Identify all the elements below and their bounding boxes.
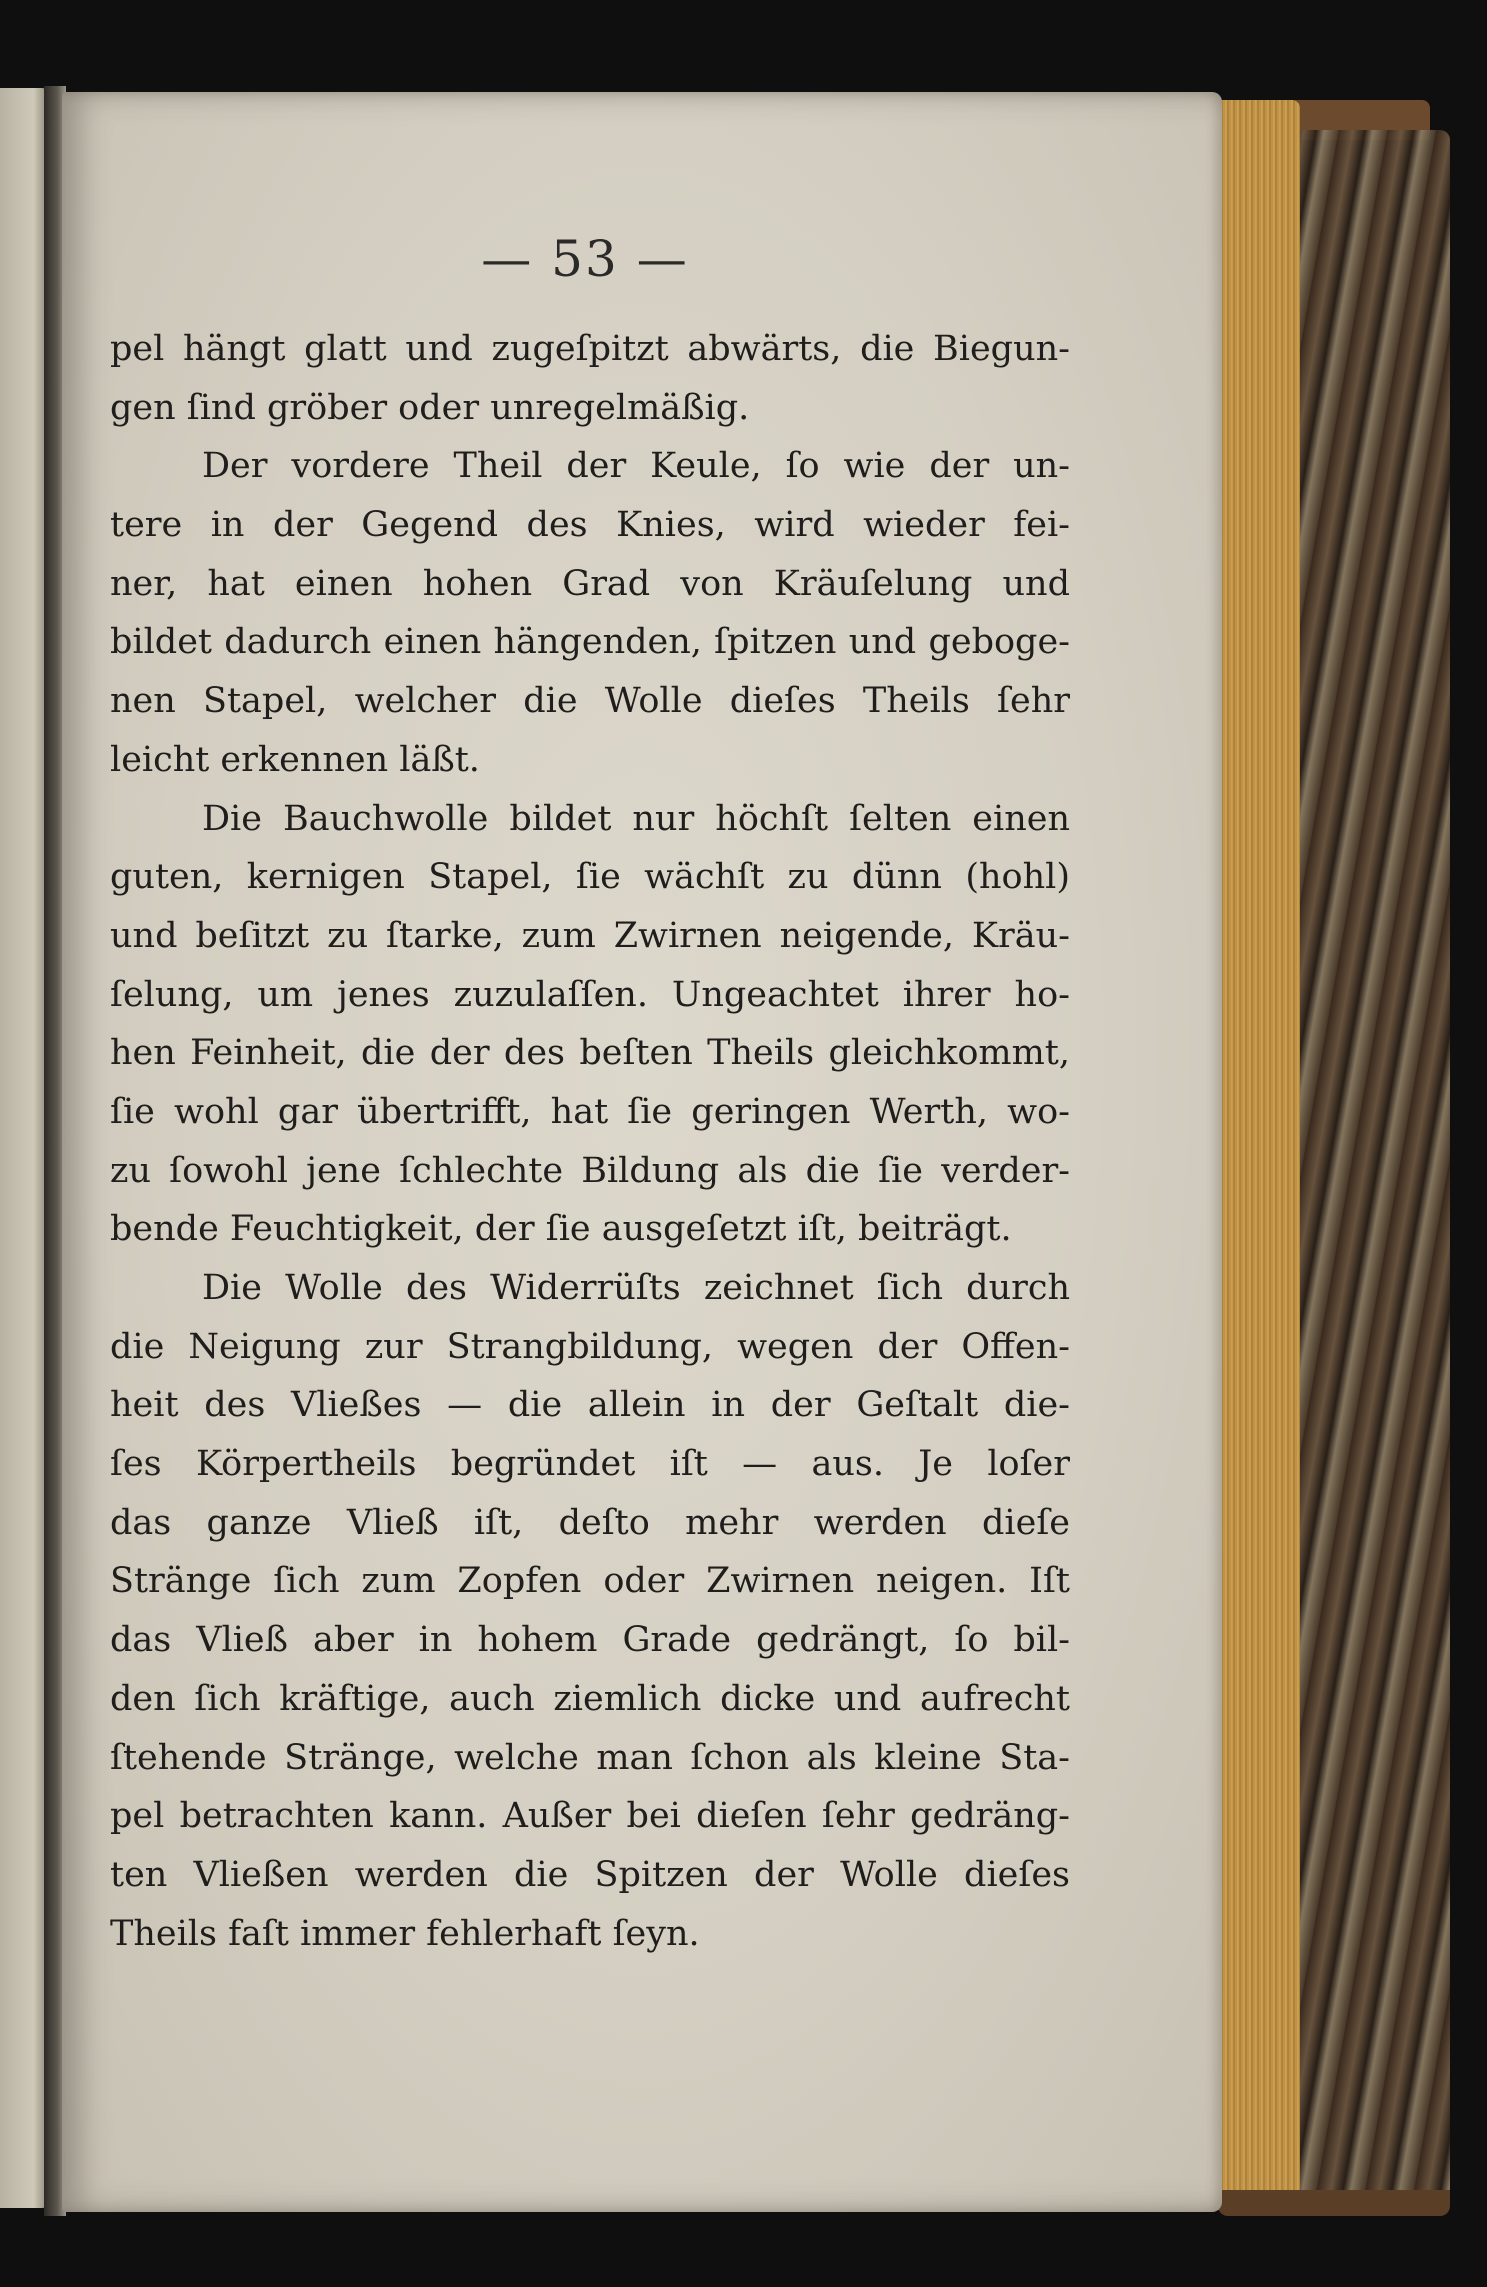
text-line: das Vließ aber in hohem Grade gedrängt, ſo bil- (110, 1620, 1070, 1661)
text-line: bildet dadurch einen hängenden, ſpitzen und geboge- (110, 622, 1070, 663)
text-line: leicht erkennen läßt. (110, 739, 480, 780)
page-fore-edge (1218, 100, 1300, 2210)
text-line: ſie wohl gar übertrifft, hat ſie geringen Werth, wo- (110, 1091, 1070, 1132)
text-line: ner, hat einen hohen Grad von Kräuſelung und (110, 563, 1070, 604)
text-line: Die Wolle des Widerrüſts zeichnet ſich durch (202, 1268, 1070, 1308)
text-line: Die Bauchwolle bildet nur höchſt ſelten einen (202, 798, 1070, 839)
text-line: tere in der Gegend des Knies, wird wieder fei- (110, 505, 1070, 546)
text-line: pel hängt glatt und zugeſpitzt abwärts, die Biegun- (110, 329, 1070, 369)
text-line: zu ſowohl jene ſchlechte Bildung als die ſie verder- (110, 1150, 1070, 1191)
text-line: das ganze Vließ iſt, deſto mehr werden dieſe (110, 1502, 1070, 1543)
text-line: guten, kernigen Stapel, ſie wächſt zu dünn (hohl) (110, 857, 1070, 898)
marbled-cover (1290, 130, 1450, 2210)
text-line: nen Stapel, welcher die Wolle dieſes Theils ſehr (110, 681, 1070, 722)
text-line: pel betrachten kann. Außer bei dieſen ſehr gedräng- (110, 1796, 1070, 1837)
text-line: und beſitzt zu ſtarke, zum Zwirnen neigende, Kräu- (110, 915, 1070, 956)
text-line: Theils faſt immer fehlerhaft ſeyn. (110, 1913, 700, 1954)
text-line: ten Vließen werden die Spitzen der Wolle dieſes (110, 1854, 1070, 1895)
text-line: bende Feuchtigkeit, der ſie ausgeſetzt iſt, beiträgt. (110, 1209, 1012, 1250)
cover-bottom (1218, 2190, 1450, 2216)
text-line: gen ſind gröber oder unregelmäßig. (110, 387, 750, 428)
text-line: hen Feinheit, die der des beſten Theils gleichkommt, (110, 1033, 1070, 1074)
text-line: Der vordere Theil der Keule, ſo wie der un- (202, 446, 1070, 487)
text-line: Stränge ſich zum Zopfen oder Zwirnen neigen. Iſt (110, 1561, 1070, 1602)
page-text-body (110, 320, 1070, 1963)
text-line: ſelung, um jenes zuzulaſſen. Ungeachtet ihrer ho- (110, 974, 1070, 1015)
left-page-edge (0, 88, 48, 2208)
text-line: ſtehende Stränge, welche man ſchon als kleine Sta- (110, 1737, 1070, 1778)
text-line: ſes Körpertheils begründet iſt — aus. Je loſer (110, 1444, 1070, 1485)
text-line: die Neigung zur Strangbildung, wegen der Offen- (110, 1326, 1070, 1367)
page-number-header: — 53 — (481, 230, 689, 288)
text-line: heit des Vließes — die allein in der Geſtalt die- (110, 1385, 1070, 1426)
text-line: den ſich kräftige, auch ziemlich dicke und aufrecht (110, 1678, 1070, 1719)
